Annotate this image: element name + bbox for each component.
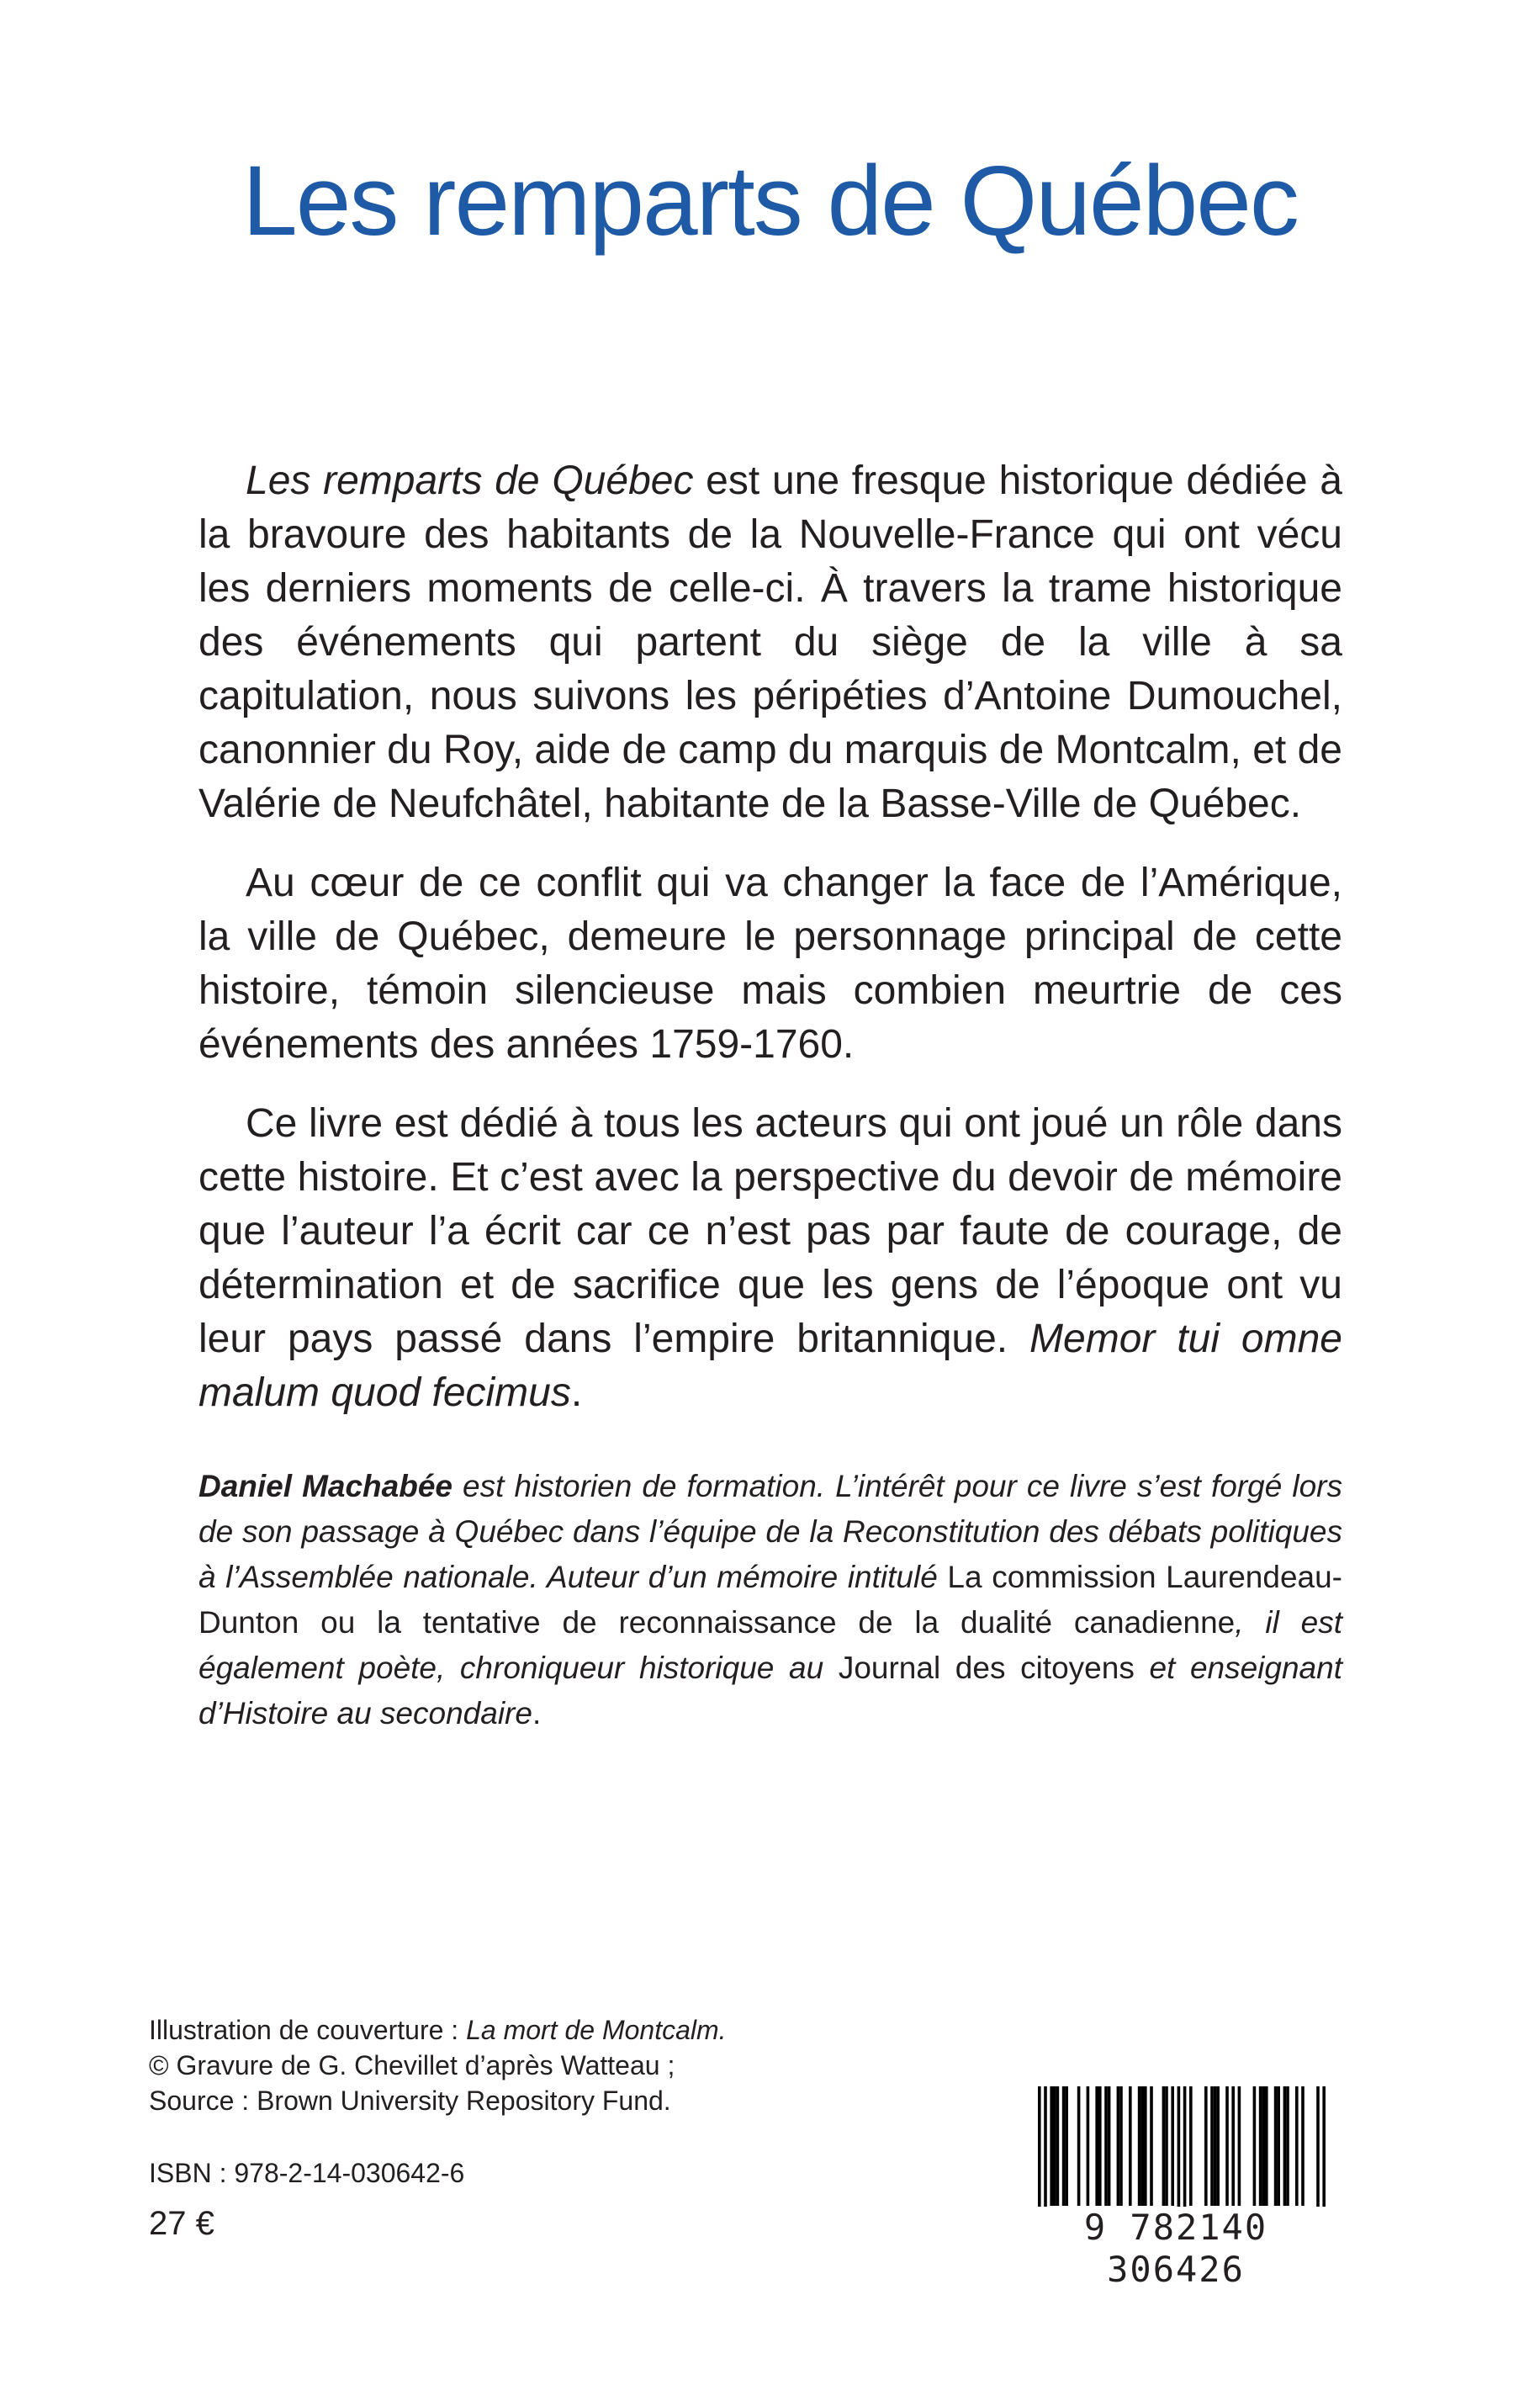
cover-credits <box>149 2012 727 2118</box>
barcode-bar <box>1104 2086 1108 2206</box>
barcode-bar <box>1087 2086 1090 2206</box>
barcode-bar <box>1129 2086 1132 2206</box>
barcode-bar <box>1117 2086 1120 2206</box>
synopsis-paragraph-2: Au cœur de ce conflit qui va changer la face de l’Amérique, la ville de Québec, demeure le personnage principal de cette histoire, témoin silencieuse mais combien meurtrie de ces événements des années 1759-1760. <box>198 861 1342 1067</box>
latin-motto: Memor tui omne malum quod fecimus <box>198 1317 1343 1415</box>
credits-line-2: © Gravure de G. Chevillet d’après Watteau ; <box>149 2050 675 2080</box>
synopsis <box>198 454 1342 1445</box>
memoir-title: La commission Laurendeau-Dunton ou la tentative de reconnaissance de la dualité canadienne <box>198 1560 1343 1640</box>
barcode-bar <box>1225 2086 1229 2206</box>
barcode-bar <box>1065 2086 1068 2206</box>
barcode-bar <box>1144 2086 1147 2206</box>
barcode-bar <box>1053 2086 1056 2206</box>
barcode-bar <box>1262 2086 1265 2206</box>
barcode-bar <box>1277 2086 1280 2206</box>
price: 27 € <box>149 2205 214 2242</box>
barcode-bar <box>1108 2086 1111 2206</box>
barcode-bar <box>1183 2086 1187 2221</box>
synopsis-paragraph-1 <box>198 454 1342 831</box>
synopsis-book-title: Les remparts de Québec <box>246 458 694 503</box>
barcode-bar <box>1265 2086 1268 2206</box>
barcode-bar <box>1044 2086 1047 2221</box>
barcode-bar <box>1238 2086 1241 2206</box>
barcode-bar <box>1286 2086 1289 2206</box>
barcode-bar <box>1283 2086 1287 2206</box>
author-bio-end: . <box>532 1696 542 1730</box>
barcode-bar <box>1171 2086 1174 2206</box>
barcode-bar <box>1316 2086 1320 2221</box>
credits-line-3: Source : Brown University Repository Fund. <box>149 2086 671 2116</box>
synopsis-paragraph-3-text: Ce livre est dédié à tous les acteurs qui ont joué un rôle dans cette histoire. Et c’est avec la perspective du devoir de mémoire que l’auteur l’a écrit car ce n’est pas par faute de courage, de détermination et de sacrifice que les gens de l’époque ont vu leur pays passé dans l’empire britannique. <box>198 1101 1342 1361</box>
author-bio-paragraph <box>198 1464 1342 1736</box>
barcode-bar <box>1098 2086 1102 2206</box>
barcode-bar <box>1253 2086 1257 2206</box>
synopsis-paragraph-3 <box>198 1097 1342 1420</box>
barcode-bar <box>1062 2086 1066 2206</box>
isbn: ISBN : 978-2-14-030642-6 <box>149 2158 465 2188</box>
barcode-bar <box>1189 2086 1193 2206</box>
cover-illustration-title: La mort de Montcalm. <box>466 2015 727 2045</box>
barcode-bar <box>1077 2086 1081 2206</box>
barcode-bar <box>1295 2086 1299 2206</box>
barcode-bar <box>1274 2086 1278 2206</box>
barcode-bar <box>1162 2086 1166 2206</box>
barcode-bar <box>1095 2086 1098 2206</box>
synopsis-paragraph-3-end: . <box>570 1370 583 1415</box>
barcode-bar <box>1216 2086 1220 2206</box>
barcode-bar <box>1322 2086 1326 2221</box>
barcode-bar <box>1150 2086 1153 2206</box>
author-bio-part-1: est historien de formation. L’intérêt pour ce livre s’est forgé lors de son passage à Québec dans l’équipe de la Reconstitution des débats politiques à l’Assemblée nationale. Auteur d’un mémoire intitulé <box>198 1469 1342 1594</box>
book-title: Les remparts de Québec <box>242 146 1298 257</box>
barcode-digits: 9 782140 306426 <box>1008 2207 1344 2291</box>
barcode <box>1008 2078 1344 2290</box>
author-bio-part-3: et enseignant d’Histoire au secondaire <box>198 1651 1342 1730</box>
barcode-bar <box>1056 2086 1060 2206</box>
barcode-bar <box>1210 2086 1214 2206</box>
author-bio <box>198 1464 1342 1736</box>
barcode-bar <box>1050 2086 1053 2206</box>
synopsis-paragraph-1-text: est une fresque historique dédiée à la bravoure des habitants de la Nouvelle-France qui ont vécu les derniers moments de celle-ci. À travers la trame historique des événements qui partent du siège de la ville à sa capitulation, nous suivons les péripéties d’Antoine Dumouchel, canonnier du Roy, aide de camp du marquis de Montcalm, et de Valérie de Neufchâtel, habitante de la Basse-Ville de Québec. <box>198 458 1342 826</box>
author-bio-part-2: , il est également poète, chroniqueur historique au <box>198 1605 1343 1685</box>
credits-line-1 <box>149 2012 727 2048</box>
barcode-bar <box>1140 2086 1144 2206</box>
credits-label: Illustration de couverture : <box>149 2015 467 2045</box>
barcode-bar <box>1177 2086 1181 2221</box>
barcode-bar <box>1038 2086 1041 2221</box>
barcode-bar <box>1214 2086 1217 2206</box>
barcode-bar <box>1204 2086 1208 2206</box>
barcode-bar <box>1119 2086 1123 2206</box>
barcode-bar <box>1301 2086 1305 2206</box>
author-name: Daniel Machabée <box>198 1469 452 1503</box>
barcode-bar <box>1138 2086 1141 2206</box>
barcode-bar <box>1165 2086 1168 2206</box>
journal-name: Journal des citoyens <box>838 1651 1135 1685</box>
barcode-bar <box>1231 2086 1235 2206</box>
barcode-bar <box>1259 2086 1262 2206</box>
